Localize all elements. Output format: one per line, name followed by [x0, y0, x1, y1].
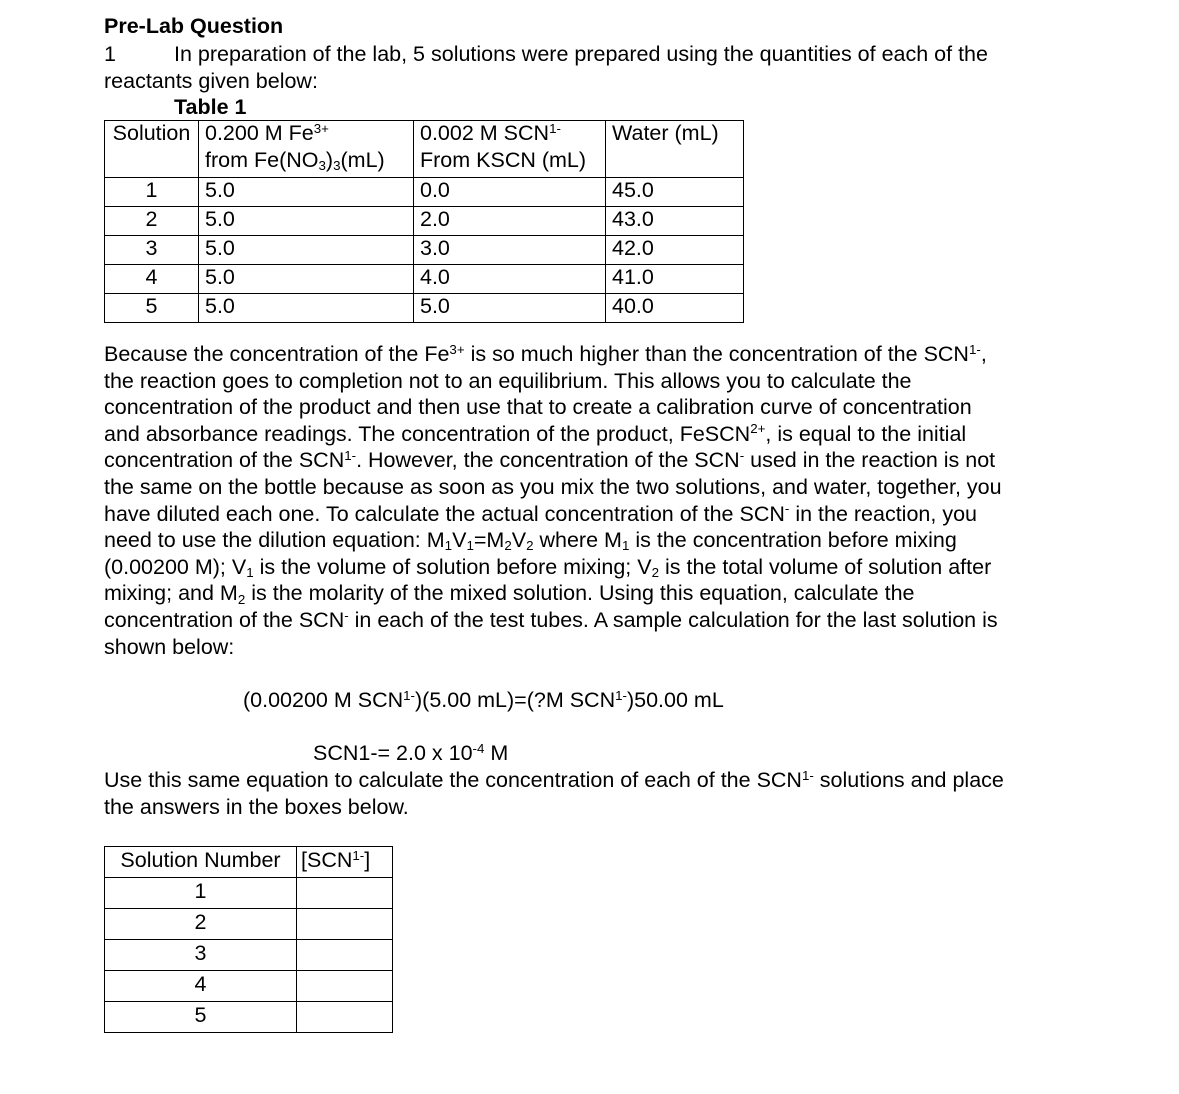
reactant-table-header — [105, 121, 744, 178]
cell-scn: 3.0 — [414, 236, 606, 265]
page-heading: Pre-Lab Question — [104, 14, 284, 38]
header-fe: 0.200 M $Fe^{3+}$ from $Fe(NO_3)_3(mL)$ — [199, 121, 414, 178]
sample-result: SCN1-= 2.0 x $10^{-4}$ M — [313, 740, 509, 765]
table-row — [105, 940, 393, 971]
cell-fe: 5.0 — [199, 236, 414, 265]
cell-water: 42.0 — [606, 236, 744, 265]
cell-solution: 1 — [105, 178, 199, 207]
answer-cell[interactable] — [297, 940, 393, 971]
cell-solution-number: 1 — [105, 878, 297, 909]
cell-solution-number: 3 — [105, 940, 297, 971]
cell-fe: 5.0 — [199, 294, 414, 323]
header-solution: Solution — [105, 121, 199, 178]
sample-equation: (0.00200 M $SCN^{1-})(5.00$ mL)=(?M $SCN^{1-})50.00$ mL — [243, 687, 724, 712]
paragraph-line: and absorbance readings. The concentration of the product, FeSCN$^{2+}$, is equal to the initial — [104, 421, 967, 446]
paragraph-line: concentration of the product and then use that to create a calibration curve of concentration — [104, 395, 972, 420]
table-row — [105, 178, 744, 207]
cell-solution-number: 2 — [105, 909, 297, 940]
question-number: 1 — [104, 42, 116, 66]
paragraph-line: the reaction goes to completion not to an equilibrium. This allows you to calculate the — [104, 368, 912, 393]
cell-scn: 4.0 — [414, 265, 606, 294]
paragraph-line: concentration of the SCN- in each of the test tubes. A sample calculation for the last solution is — [104, 607, 998, 632]
answer-cell[interactable] — [297, 1002, 393, 1033]
paragraph-line: mixing; and $M_2$ is the molarity of the mixed solution. Using this equation, calculate the — [104, 581, 915, 607]
cell-scn: 0.0 — [414, 178, 606, 207]
table-row — [105, 878, 393, 909]
explanation-paragraph — [104, 341, 1094, 660]
answer-cell[interactable] — [297, 971, 393, 1002]
reactant-table — [104, 120, 744, 323]
cell-solution: 5 — [105, 294, 199, 323]
cell-solution-number: 5 — [105, 1002, 297, 1033]
answer-table-header — [105, 847, 393, 878]
table-row — [105, 236, 744, 265]
cell-scn: 5.0 — [414, 294, 606, 323]
cell-fe: 5.0 — [199, 207, 414, 236]
cell-solution: 2 — [105, 207, 199, 236]
paragraph-line: the same on the bottle because as soon as you mix the two solutions, and water, together, you — [104, 474, 1002, 499]
question-text-line1: In preparation of the lab, 5 solutions were prepared using the quantities of each of the — [174, 42, 988, 66]
table-row — [105, 207, 744, 236]
table-row — [105, 971, 393, 1002]
question-text-line2: reactants given below: — [104, 69, 318, 93]
table-row — [105, 1002, 393, 1033]
answer-table — [104, 846, 393, 1033]
paragraph-line: concentration of the $SCN^{1-}$. However, the concentration of the SCN- used in the reaction is not — [104, 448, 996, 473]
cell-fe: 5.0 — [199, 265, 414, 294]
cell-water: 40.0 — [606, 294, 744, 323]
paragraph-line: shown below: — [104, 634, 235, 659]
cell-solution-number: 4 — [105, 971, 297, 1002]
paragraph-line: Because the concentration of the $Fe^{3+}$ is so much higher than the concentration of the $SCN^{1-}$, — [104, 341, 987, 366]
answer-cell[interactable] — [297, 909, 393, 940]
header-scn: 0.002 M $SCN^{1-}$ From KSCN (mL) — [414, 121, 606, 178]
table-row — [105, 265, 744, 294]
cell-fe: 5.0 — [199, 178, 414, 207]
paragraph-line: need to use the dilution equation: $M_1V_1=M_2V_2$ where $M_1$ is the concentration before mixing — [104, 528, 957, 554]
cell-water: 45.0 — [606, 178, 744, 207]
instruction-line2: the answers in the boxes below. — [104, 795, 409, 819]
paragraph-line: (0.00200 M); $V_1$ is the volume of solution before mixing; $V_2$ is the total volume of solution after — [104, 554, 992, 581]
paragraph-line: have diluted each one. To calculate the actual concentration of the SCN- in the reaction, you — [104, 501, 977, 526]
cell-solution: 3 — [105, 236, 199, 265]
table1-caption: Table 1 — [174, 95, 247, 119]
cell-solution: 4 — [105, 265, 199, 294]
header-solution-number: Solution Number — [105, 847, 297, 878]
cell-water: 41.0 — [606, 265, 744, 294]
cell-scn: 2.0 — [414, 207, 606, 236]
table-row — [105, 909, 393, 940]
instruction-line1: Use this same equation to calculate the concentration of each of the $SCN^{1-}$ solutions and place — [104, 767, 1004, 792]
answer-cell[interactable] — [297, 878, 393, 909]
header-scn-concentration: $[SCN^{1-}]$ — [297, 847, 393, 878]
header-water: Water (mL) — [606, 121, 744, 178]
table-row — [105, 294, 744, 323]
cell-water: 43.0 — [606, 207, 744, 236]
